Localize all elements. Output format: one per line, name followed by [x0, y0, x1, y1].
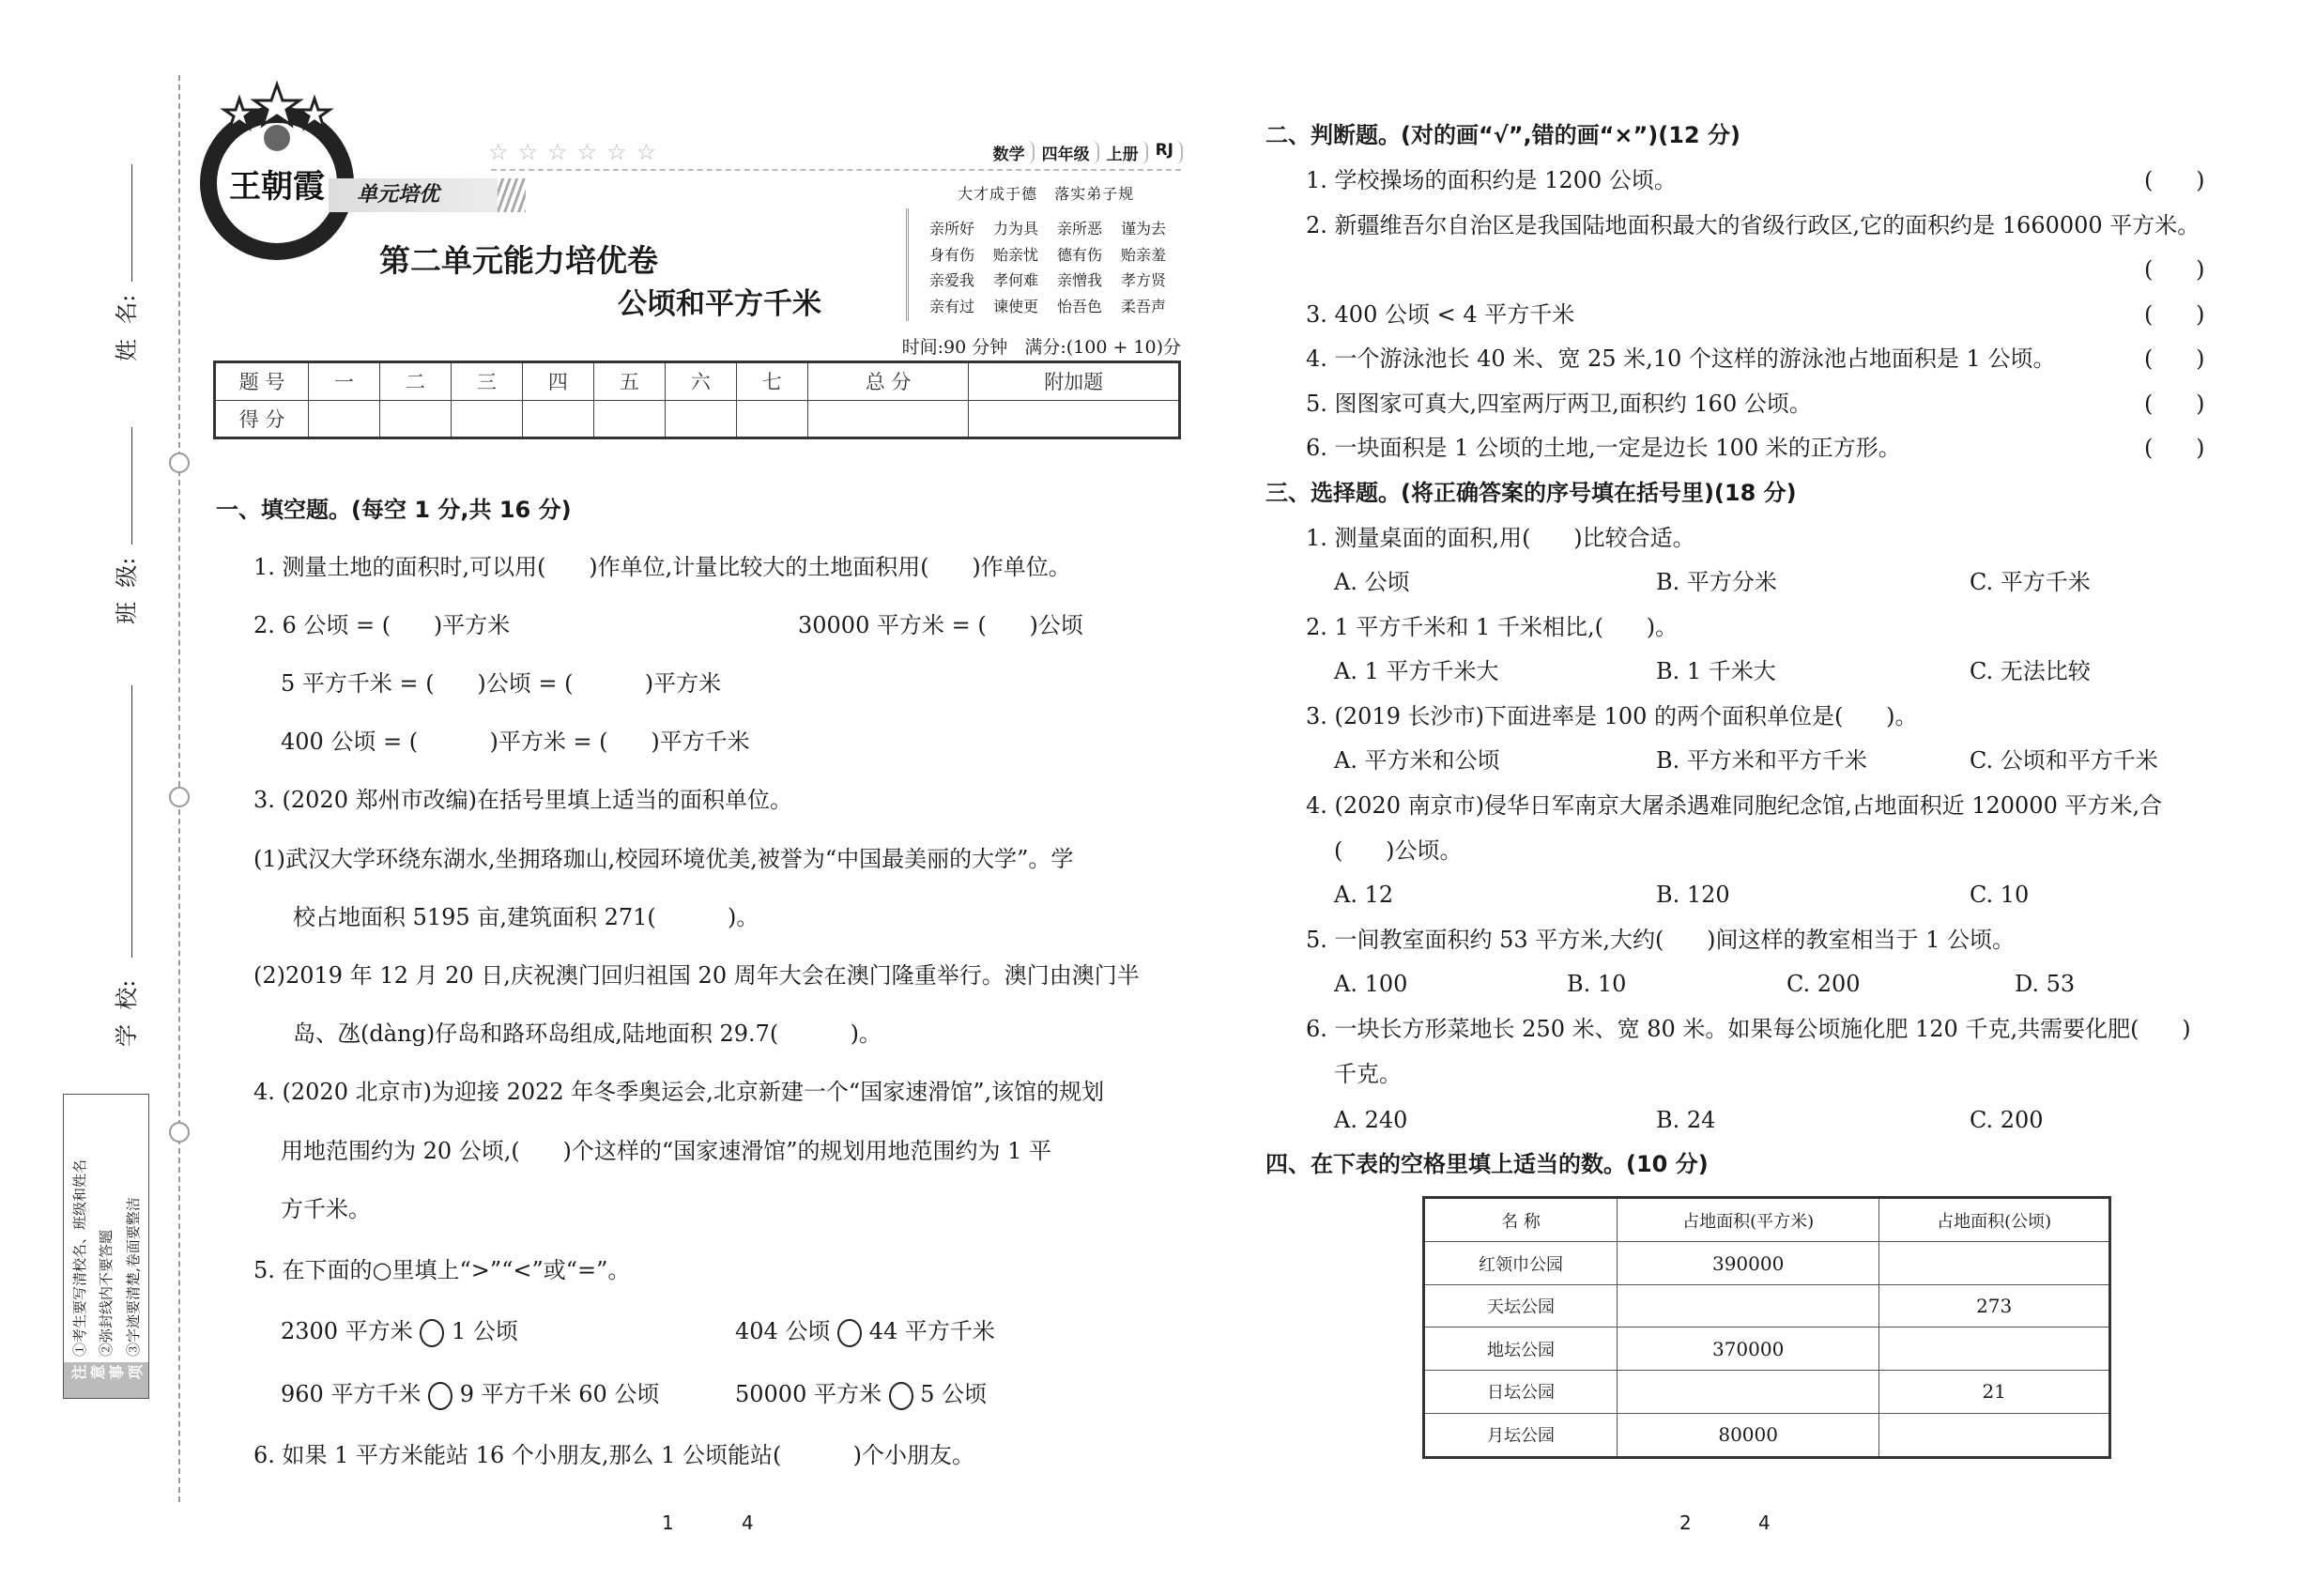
compare-item: [281, 1317, 518, 1347]
notice-item: ③字迹要清楚,卷面要整洁: [125, 1197, 143, 1357]
brand-logo-icon: [183, 80, 371, 268]
score-cell[interactable]: [379, 400, 451, 438]
column-header: 附加题: [969, 362, 1180, 401]
park-name: 地坛公园: [1424, 1327, 1618, 1371]
score-cell[interactable]: [522, 400, 593, 438]
binding-hole-icon: [169, 1122, 190, 1143]
score-cell[interactable]: [807, 400, 969, 438]
question-4: 4. (2020 北京市)为迎接 2022 年冬季奥运会,北京新建一个“国家速滑馆”,该馆的规划: [253, 1079, 1105, 1105]
area-hectare-cell[interactable]: 21: [1879, 1371, 2110, 1414]
table-row: [1424, 1198, 2110, 1242]
rhyme-phrase: 亲所好: [929, 220, 975, 238]
column-header: 一: [309, 362, 380, 401]
name-label: 姓 名:: [114, 294, 140, 361]
question-5: 5. 在下面的○里填上“>”“<”或“=”。: [253, 1257, 631, 1283]
tag-volume: 上册: [1107, 141, 1148, 164]
question-4-cont: 方千米。: [281, 1196, 371, 1222]
exam-time: 时间:90 分钟: [901, 337, 1008, 358]
exam-time-score: [902, 333, 1181, 359]
brand-name: 王朝霞: [229, 168, 325, 206]
option-c: C. 公顷和平方千米: [1970, 747, 2158, 774]
option-b: B. 10: [1567, 971, 1627, 997]
option-b: B. 平方分米: [1656, 569, 1777, 595]
area-hectare-cell[interactable]: [1879, 1413, 2110, 1457]
choice-question: 4. (2020 南京市)侵华日军南京大屠杀遇难同胞纪念馆,占地面积近 120000 平方米,合: [1306, 792, 2163, 819]
rhyme-phrase: 谨为去: [1121, 220, 1167, 238]
park-name: 红领巾公园: [1424, 1242, 1618, 1285]
answer-paren[interactable]: ( ): [2144, 167, 2205, 193]
judge-item: 1. 学校操场的面积约是 1200 公顷。: [1306, 167, 1677, 193]
question-3: 3. (2020 郑州市改编)在括号里填上适当的面积单位。: [253, 787, 792, 813]
column-header: 六: [665, 362, 736, 401]
table-row: [1424, 1413, 2110, 1457]
column-header: 名 称: [1424, 1198, 1618, 1242]
question-2a: 2. 6 公顷 = ( )平方米: [253, 612, 511, 638]
table-row: [1424, 1242, 2110, 1285]
rhyme-phrase: 贻亲忧: [993, 245, 1039, 264]
question-1: 1. 测量土地的面积时,可以用( )作单位,计量比较大的土地面积用( )作单位。: [253, 554, 1071, 580]
rhyme-phrase: 孝方贤: [1121, 271, 1167, 289]
subject-tags: [993, 141, 1183, 164]
section3-heading: 三、选择题。(将正确答案的序号填在括号里)(18 分): [1265, 480, 1797, 506]
choice-question-cont: ( )公顷。: [1334, 837, 1463, 864]
rhyme-block: [929, 216, 1185, 319]
option-b: B. 1 千米大: [1656, 658, 1776, 684]
rhyme-phrase: 贻亲羞: [1121, 245, 1167, 264]
park-name: 日坛公园: [1424, 1371, 1618, 1414]
option-d: D. 53: [2015, 971, 2076, 997]
compare-right: 1 公顷: [452, 1318, 518, 1344]
school-label: 学 校:: [114, 979, 140, 1047]
rhyme-phrase: 德有伤: [1057, 245, 1103, 264]
judge-item: 3. 400 公顷 < 4 平方千米: [1306, 301, 1575, 328]
notice-box: [63, 1094, 149, 1399]
column-header: 三: [451, 362, 522, 401]
page-total: 4: [1758, 1512, 1771, 1534]
column-header: 二: [379, 362, 451, 401]
park-name: 天坛公园: [1424, 1284, 1618, 1327]
option-a: A. 12: [1334, 882, 1394, 908]
answer-paren[interactable]: ( ): [2144, 391, 2205, 417]
area-sqm-cell[interactable]: 370000: [1618, 1327, 1879, 1371]
score-cell[interactable]: [309, 400, 380, 438]
page-subtitle: 公顷和平方千米: [618, 287, 821, 321]
question-2c: 5 平方千米 = ( )公顷 = ( )平方米: [281, 670, 722, 697]
compare-item: [735, 1380, 987, 1410]
option-c: C. 10: [1970, 882, 2030, 908]
rhyme-phrase: 力为具: [993, 220, 1039, 238]
compare-left: 2300 平方米: [281, 1318, 413, 1344]
judge-item: 5. 图图家可真大,四室两厅两卫,面积约 160 公顷。: [1306, 391, 1812, 417]
choice-question: 3. (2019 长沙市)下面进率是 100 的两个面积单位是( )。: [1306, 703, 1918, 729]
column-header: 七: [736, 362, 807, 401]
compare-item: [281, 1380, 659, 1410]
parks-table: [1422, 1196, 2111, 1459]
option-b: B. 24: [1656, 1107, 1716, 1133]
compare-right: 5 公顷: [920, 1381, 988, 1407]
area-sqm-cell[interactable]: [1618, 1284, 1879, 1327]
compare-left: 50000 平方米: [735, 1381, 882, 1407]
question-3-2: (2)2019 年 12 月 20 日,庆祝澳门回归祖国 20 周年大会在澳门隆重举行。澳门由澳门半: [253, 962, 1140, 989]
option-b: B. 平方米和平方千米: [1656, 747, 1867, 774]
compare-circle-icon[interactable]: [837, 1319, 862, 1347]
row-header: 题 号: [215, 362, 309, 401]
choice-question: 5. 一间教室面积约 53 平方米,大约( )间这样的教室相当于 1 公顷。: [1306, 927, 2015, 953]
table-row: [1424, 1327, 2110, 1371]
page-number: 1: [662, 1512, 674, 1534]
question-3-1: (1)武汉大学环绕东湖水,坐拥珞珈山,校园环境优美,被誉为“中国最美丽的大学”。学: [253, 846, 1074, 872]
compare-left: 404 公顷: [735, 1318, 831, 1344]
choice-question-cont: 千克。: [1334, 1061, 1402, 1087]
score-cell[interactable]: [665, 400, 736, 438]
option-c: C. 200: [1970, 1107, 2044, 1133]
table-row: [1424, 1284, 2110, 1327]
option-c: C. 200: [1786, 971, 1861, 997]
notice-item: ①考生要写清校名、班级和姓名: [70, 1159, 88, 1357]
rhyme-phrase: 亲憎我: [1057, 271, 1103, 289]
question-6: 6. 如果 1 平方米能站 16 个小朋友,那么 1 公顷能站( )个小朋友。: [253, 1442, 975, 1468]
difficulty-stars-icon: ☆☆☆☆☆☆: [488, 139, 667, 165]
school-field-line[interactable]: [131, 685, 132, 958]
option-a: A. 1 平方千米大: [1334, 658, 1499, 684]
class-label: 班 级:: [114, 557, 140, 624]
option-a: A. 100: [1334, 971, 1408, 997]
rhyme-phrase: 怡吾色: [1057, 297, 1103, 315]
park-name: 月坛公园: [1424, 1413, 1618, 1457]
compare-circle-icon[interactable]: [420, 1319, 444, 1347]
tag-subject: 数学: [993, 141, 1035, 164]
page-title: 第二单元能力培优卷: [379, 242, 658, 279]
series-banner: 单元培优: [329, 178, 526, 212]
judge-item: 2. 新疆维吾尔自治区是我国陆地面积最大的省级行政区,它的面积约是 1660000 平方米。: [1306, 212, 2200, 238]
score-cell[interactable]: [736, 400, 807, 438]
tag-grade: 四年级: [1042, 141, 1099, 164]
area-sqm-cell[interactable]: 80000: [1618, 1413, 1879, 1457]
compare-right: 9 平方千米 60 公顷: [459, 1381, 660, 1407]
column-header: 五: [593, 362, 665, 401]
rhyme-phrase: 孝何难: [993, 271, 1039, 289]
full-score: 满分:(100 + 10)分: [1024, 337, 1181, 358]
column-header: 占地面积(平方米): [1618, 1198, 1879, 1242]
option-a: A. 平方米和公顷: [1334, 747, 1500, 774]
column-header: 四: [522, 362, 593, 401]
area-hectare-cell[interactable]: [1879, 1242, 2110, 1285]
answer-paren[interactable]: ( ): [2144, 435, 2205, 461]
option-c: C. 平方千米: [1970, 569, 2091, 595]
compare-left: 960 平方千米: [281, 1381, 422, 1407]
option-a: A. 公顷: [1334, 569, 1410, 595]
question-4-cont: 用地范围约为 20 公顷,( )个这样的“国家速滑馆”的规划用地范围约为 1 平: [281, 1138, 1051, 1164]
rhyme-phrase: 柔吾声: [1121, 297, 1167, 315]
question-3-1-cont: 校占地面积 5195 亩,建筑面积 271( )。: [293, 904, 759, 930]
rhyme-separator: [906, 208, 909, 321]
area-sqm-cell[interactable]: [1618, 1371, 1879, 1414]
page-total: 4: [742, 1512, 754, 1534]
table-row: [1424, 1371, 2110, 1414]
rhyme-phrase: 身有伤: [929, 245, 975, 264]
page-number: 2: [1679, 1512, 1692, 1534]
option-a: A. 240: [1334, 1107, 1408, 1133]
section4-heading: 四、在下表的空格里填上适当的数。(10 分): [1265, 1151, 1709, 1177]
column-header: 总 分: [807, 362, 969, 401]
tag-edition: RJ: [1156, 141, 1183, 164]
motto: 大才成于德 落实弟子规: [958, 185, 1135, 203]
judge-item: 4. 一个游泳池长 40 米、宽 25 米,10 个这样的游泳池占地面积是 1 公顷。: [1306, 345, 2056, 372]
binding-hole-icon: [169, 787, 190, 807]
section1-heading: 一、填空题。(每空 1 分,共 16 分): [216, 497, 572, 523]
rhyme-phrase: 亲爱我: [929, 271, 975, 289]
rhyme-phrase: 谏使更: [993, 297, 1039, 315]
compare-item: [735, 1317, 995, 1347]
area-sqm-cell[interactable]: 390000: [1618, 1242, 1879, 1285]
question-2b: 30000 平方米 = ( )公顷: [798, 612, 1083, 638]
choice-question: 2. 1 平方千米和 1 千米相比,( )。: [1306, 614, 1679, 640]
question-3-2-cont: 岛、氹(dàng)仔岛和路环岛组成,陆地面积 29.7( )。: [293, 1021, 882, 1047]
score-cell[interactable]: [593, 400, 665, 438]
score-table: [213, 361, 1181, 439]
judge-item: 6. 一块面积是 1 公顷的土地,一定是边长 100 米的正方形。: [1306, 435, 1901, 461]
choice-question: 6. 一块长方形菜地长 250 米、宽 80 米。如果每公顷施化肥 120 千克,共需要化肥( ): [1306, 1016, 2191, 1042]
area-hectare-cell[interactable]: [1879, 1327, 2110, 1371]
answer-paren[interactable]: ( ): [2144, 345, 2205, 372]
table-row: [215, 362, 1180, 401]
notice-item: ②弥封线内不要答题: [98, 1229, 115, 1357]
score-cell[interactable]: [969, 400, 1180, 438]
row-header: 得 分: [215, 400, 309, 438]
column-header: 占地面积(公顷): [1879, 1198, 2110, 1242]
answer-paren[interactable]: ( ): [2144, 256, 2205, 283]
answer-paren[interactable]: ( ): [2144, 301, 2205, 328]
compare-circle-icon[interactable]: [428, 1382, 452, 1410]
rhyme-phrase: 亲所恶: [1057, 220, 1103, 238]
rhyme-phrase: 亲有过: [929, 297, 975, 315]
section2-heading: 二、判断题。(对的画“√”,错的画“×”)(12 分): [1265, 122, 1740, 148]
question-2d: 400 公顷 = ( )平方米 = ( )平方千米: [281, 729, 750, 755]
table-row: [215, 400, 1180, 438]
notice-title: 注意事项: [64, 1362, 148, 1398]
compare-right: 44 平方千米: [868, 1318, 995, 1344]
class-field-line[interactable]: [131, 427, 132, 545]
area-hectare-cell[interactable]: 273: [1879, 1284, 2110, 1327]
banner-slashes: [498, 178, 526, 212]
score-cell[interactable]: [451, 400, 522, 438]
option-b: B. 120: [1656, 882, 1730, 908]
name-field-line[interactable]: [131, 164, 132, 282]
compare-circle-icon[interactable]: [889, 1382, 913, 1410]
option-c: C. 无法比较: [1970, 658, 2091, 684]
binding-hole-icon: [169, 453, 190, 473]
choice-question: 1. 测量桌面的面积,用( )比较合适。: [1306, 525, 1695, 551]
header-divider: [491, 169, 1181, 171]
